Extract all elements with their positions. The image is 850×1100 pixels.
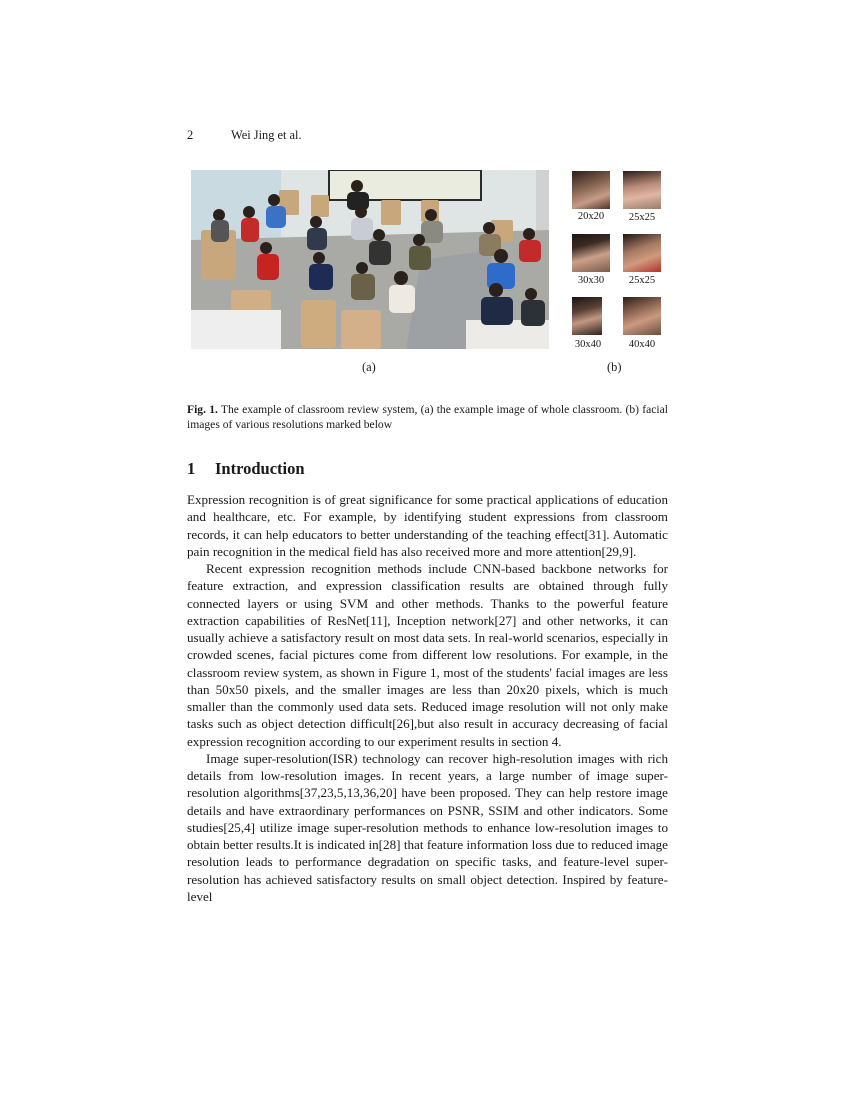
figure-caption <box>187 402 668 432</box>
classroom-photo-illustration <box>191 170 549 349</box>
paragraph: Expression recognition is of great significance for some practical applications of education and healthcare, etc. For example, by identifying student expressions from classroom records, it can help educators to better understanding of the teaching effect[31]. Automatic pain recognition in the medical field has also received more and more attention[29,9]. <box>187 492 668 559</box>
running-header <box>187 128 302 143</box>
face-resolution-label: 25x25 <box>628 212 656 223</box>
figure-panel-a-label: (a) <box>362 360 376 374</box>
figure-caption-text: The example of classroom review system, (a) the example image of whole classroom. (b) facial images of various resolutions marked below <box>187 403 668 432</box>
face-resolution-label: 25x25 <box>628 275 656 286</box>
face-thumbnail <box>572 297 602 335</box>
running-title: Wei Jing et al. <box>231 128 302 142</box>
face-resolution-label: 30x40 <box>574 339 602 350</box>
page-number: 2 <box>187 128 194 142</box>
classroom-photo <box>191 170 549 349</box>
face-thumbnail <box>623 171 661 209</box>
section-title: Introduction <box>215 459 305 478</box>
face-resolution-label: 20x20 <box>577 211 605 222</box>
section-heading <box>187 459 305 479</box>
face-thumbnail <box>623 297 661 335</box>
face-resolution-label: 30x30 <box>577 275 605 286</box>
paragraph: Recent expression recognition methods include CNN-based backbone networks for feature extraction, and expression classification results are obtained through fully connected layers or using SVM and other methods. Thanks to the powerful feature extraction capabilities of ResNet[11], Inception network[27] and other networks, it can usually achieve a satisfactory result on most data sets. In real-world scenarios, especially in crowded scenes, facial pictures come from different low resolutions. For example, in the classroom review system, as shown in Figure 1, most of the students' facial images are less than 50x50 pixels, and the smaller images are less than 20x20 pixels, which is much smaller than the commonly used data sets. Reduced image resolution will not only make tasks such as object detection difficult[26],but also result in accuracy decreasing of facial expression recognition according to our experiment results in section 4. <box>187 561 668 749</box>
face-thumbnail <box>572 171 610 209</box>
paragraph: Image super-resolution(ISR) technology can recover high-resolution images with rich details from low-resolution images. In recent years, a large number of image super-resolution algorithms[37,23,5,13,36,20] have been proposed. They can help restore image details and have extraordinary performances on PSNR, SSIM and other indicators. Some studies[25,4] utilize image super-resolution methods to enhance low-resolution images to obtain better results.It is indicated in[28] that feature information loss due to reduced image resolution leads to performance degradation on specific tasks, and feature-level super-resolution has achieved satisfactory results on small object detection. Inspired by feature-level <box>187 750 668 904</box>
figure-panel-b-label: (b) <box>607 360 622 374</box>
face-thumbnail <box>572 234 610 272</box>
section-number: 1 <box>187 459 196 478</box>
body-text <box>187 491 668 905</box>
face-resolution-label: 40x40 <box>628 339 656 350</box>
figure-caption-label: Fig. 1. <box>187 403 218 416</box>
face-thumbnail <box>623 234 661 272</box>
